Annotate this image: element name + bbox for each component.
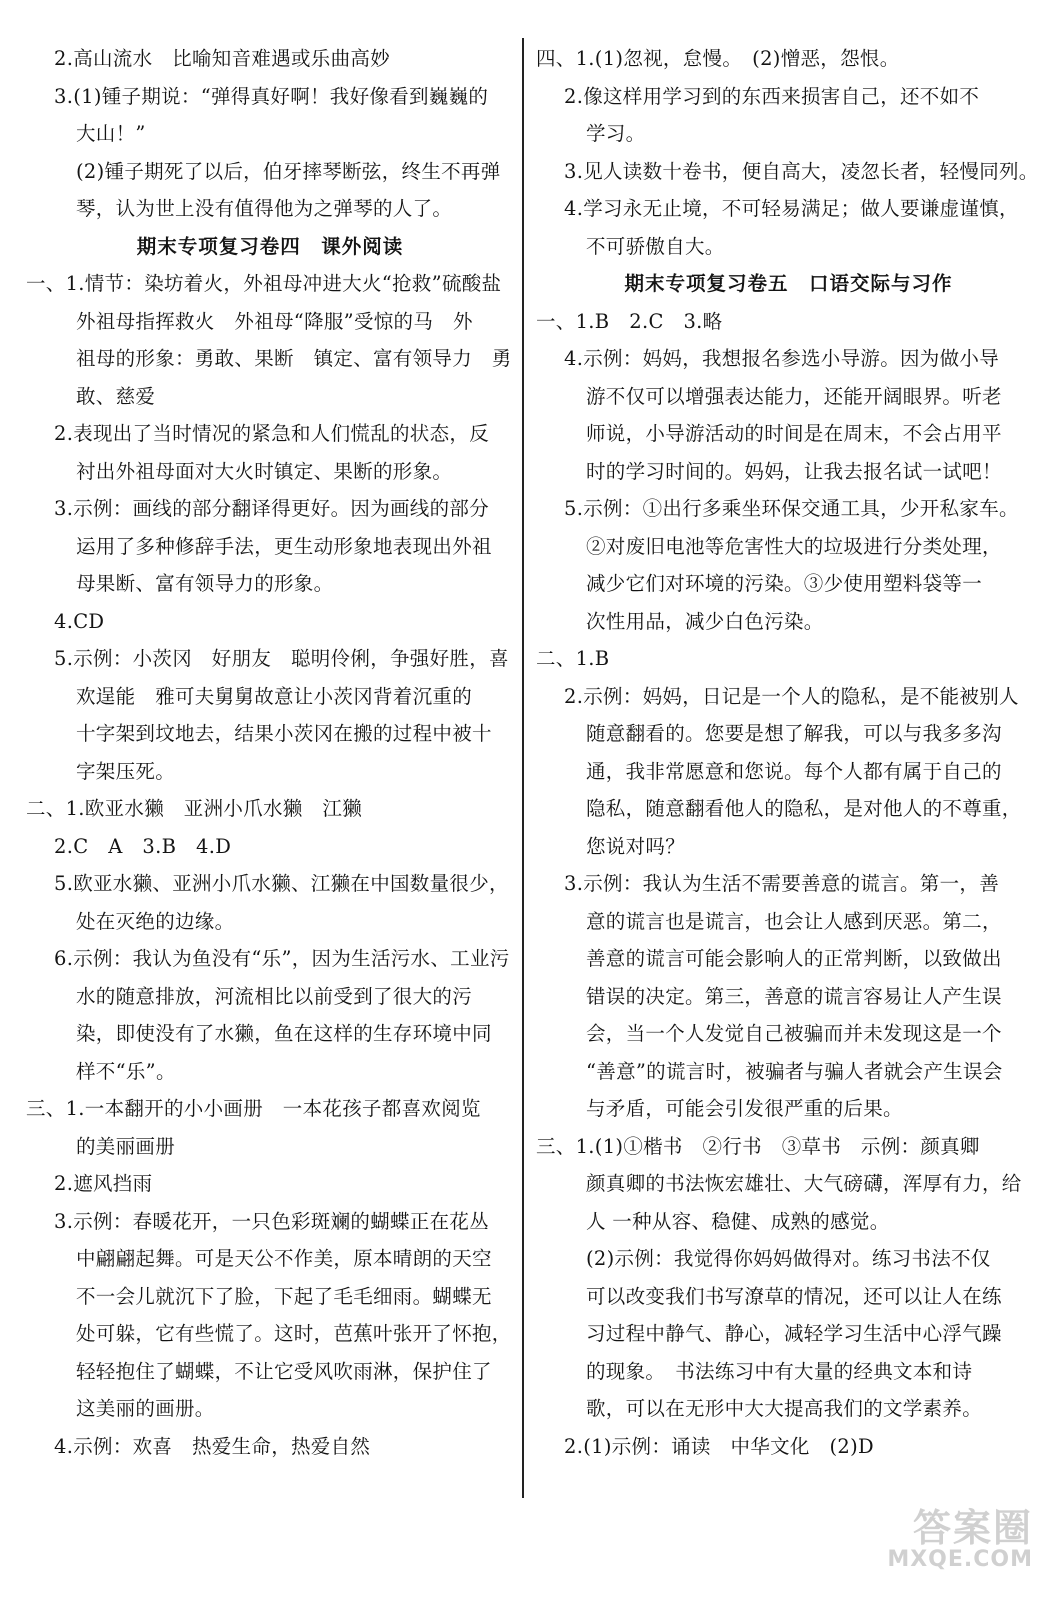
answer-line: 中翩翩起舞。可是天公不作美，原本晴朗的天空	[76, 1247, 492, 1270]
answer-line: 颜真卿的书法恢宏雄壮、大气磅礴，浑厚有力，给	[586, 1172, 1022, 1195]
answer-line: 十字架到坟地去，结果小茨冈在搬的过程中被十	[76, 722, 492, 745]
answer-line: 处可躲，它有些慌了。这时，芭蕉叶张开了怀抱，	[76, 1322, 512, 1345]
answer-line: 一、1.情节：染坊着火，外祖母冲进大火“抢救”硫酸盐	[26, 272, 502, 295]
answer-line: 师说，小导游活动的时间是在周末，不会占用平	[586, 422, 1002, 445]
answer-line: 一、1.B 2.C 3.略	[536, 309, 723, 333]
answer-line: 的现象。 书法练习中有大量的经典文本和诗	[586, 1359, 973, 1383]
answer-line: 2.像这样用学习到的东西来损害自己，还不如不	[564, 84, 980, 108]
answer-line: 2.遮风挡雨	[54, 1172, 153, 1195]
answer-line: 4.学习永无止境，不可轻易满足；做人要谦虚谨慎，	[564, 197, 1019, 220]
column-divider	[522, 38, 524, 1498]
answer-line: 隐私，随意翻看他人的隐私，是对他人的不尊重，	[586, 797, 1022, 820]
answer-line: 母果断、富有领导力的形象。	[76, 572, 334, 595]
answer-line: 的美丽画册	[76, 1134, 176, 1158]
answer-line: 4.CD	[54, 609, 105, 633]
answer-line: 琴，认为世上没有值得他为之弹琴的人了。	[76, 197, 453, 220]
answer-line: 三、1.一本翻开的小小画册 一本花孩子都喜欢阅览	[26, 1097, 481, 1120]
answer-line: 善意的谎言可能会影响人的正常判断，以致做出	[586, 947, 1002, 970]
answer-line: 2.示例：妈妈，日记是一个人的隐私，是不能被别人	[564, 684, 1019, 708]
watermark-logo	[887, 1508, 1033, 1572]
watermark-text: 答案圈	[912, 1506, 1033, 1550]
answer-line: 外祖母指挥救火 外祖母“降服”受惊的马 外	[76, 309, 473, 333]
answer-line: 2.C A 3.B 4.D	[54, 834, 232, 858]
answer-line: 意的谎言也是谎言，也会让人感到厌恶。第二，	[586, 909, 1002, 933]
answer-line: (2)锺子期死了以后，伯牙摔琴断弦，终生不再弹	[76, 159, 501, 183]
answer-line: 衬出外祖母面对大火时镇定、果断的形象。	[76, 459, 453, 483]
answer-line: 3.示例：我认为生活不需要善意的谎言。第一，善	[564, 872, 1000, 895]
answer-line: 样不“乐”。	[76, 1059, 176, 1083]
answer-line: 学习。	[586, 122, 646, 145]
answer-line: 处在灭绝的边缘。	[76, 909, 235, 933]
answer-line: 轻轻抱住了蝴蝶，不让它受风吹雨淋，保护住了	[76, 1359, 492, 1383]
answer-line: 歌，可以在无形中大大提高我们的文学素养。	[586, 1397, 983, 1420]
answer-line: 2.高山流水 比喻知音难遇或乐曲高妙	[54, 47, 391, 70]
answer-line: 水的随意排放，河流相比以前受到了很大的污	[76, 984, 473, 1008]
answer-line: 不可骄傲自大。	[586, 234, 725, 258]
answer-line: 可以改变我们书写潦草的情况，还可以让人在练	[586, 1284, 1002, 1308]
answer-line: 与矛盾，可能会引发很严重的后果。	[586, 1097, 903, 1120]
answer-line: 会，当一个人发觉自己被骗而并未发现这是一个	[586, 1022, 1002, 1045]
answer-line: 4.示例：妈妈，我想报名参选小导游。因为做小导	[564, 347, 1000, 370]
answer-line: (2)示例：我觉得你妈妈做得对。练习书法不仅	[586, 1247, 991, 1270]
answer-line: 习过程中静气、静心，减轻学习生活中心浮气躁	[586, 1322, 1002, 1345]
answer-line: 5.欧亚水獭、亚洲小爪水獭、江獭在中国数量很少，	[54, 872, 509, 895]
answer-line: 染，即使没有了水獭，鱼在这样的生存环境中同	[76, 1022, 492, 1045]
answer-line: 二、1.欧亚水獭 亚洲小爪水獭 江獭	[26, 797, 363, 820]
answer-line: 大山！”	[76, 122, 146, 145]
answer-line: 人 一种从容、稳健、成熟的感觉。	[586, 1209, 890, 1233]
answer-line: 祖母的形象：勇敢、果断 镇定、富有领导力 勇	[76, 347, 512, 370]
section-heading: 期末专项复习卷四 课外阅读	[136, 234, 404, 258]
answer-line: 四、1.(1)忽视，怠慢。 (2)憎恶，怨恨。	[536, 47, 900, 70]
answer-line: 三、1.(1)①楷书 ②行书 ③草书 示例：颜真卿	[536, 1134, 980, 1158]
answer-line: 通，我非常愿意和您说。每个人都有属于自己的	[586, 759, 1002, 783]
answer-line: 3.示例：画线的部分翻译得更好。因为画线的部分	[54, 497, 490, 520]
answer-line: 3.示例：春暖花开，一只色彩斑斓的蝴蝶正在花丛	[54, 1209, 490, 1233]
answer-line: 您说对吗？	[586, 834, 686, 858]
answer-line: 随意翻看的。您要是想了解我，可以与我多多沟	[586, 722, 1002, 745]
answer-line: 二、1.B	[536, 647, 610, 670]
answer-line: 3.见人读数十卷书，便自高大，凌忽长者，轻慢同列。	[564, 159, 1039, 183]
answer-line: 游不仅可以增强表达能力，还能开阔眼界。听老	[586, 384, 1002, 408]
answer-line: 6.示例：我认为鱼没有“乐”，因为生活污水、工业污	[54, 947, 510, 970]
answer-line: 字架压死。	[76, 759, 176, 783]
answer-line: 敢、慈爱	[76, 384, 156, 408]
watermark-url: MXQE.COM	[887, 1547, 1033, 1572]
answer-line: 2.表现出了当时情况的紧急和人们慌乱的状态，反	[54, 422, 490, 445]
answer-line: 5.示例：小茨冈 好朋友 聪明伶俐，争强好胜，喜	[54, 647, 509, 670]
answer-line: 次性用品，减少白色污染。	[586, 609, 824, 633]
answer-line: 不一会儿就沉下了脸，下起了毛毛细雨。蝴蝶无	[76, 1284, 492, 1308]
answer-line: ②对废旧电池等危害性大的垃圾进行分类处理，	[586, 534, 1002, 558]
answer-line: 错误的决定。第三，善意的谎言容易让人产生误	[586, 984, 1002, 1008]
answer-line: 3.(1)锺子期说：“弹得真好啊！我好像看到巍巍的	[54, 84, 489, 108]
right-column	[536, 40, 1041, 1465]
answer-line: 减少它们对环境的污染。③少使用塑料袋等一	[586, 572, 983, 595]
answer-line: 5.示例：①出行多乘坐环保交通工具，少开私家车。	[564, 497, 1019, 520]
answer-line: 这美丽的画册。	[76, 1397, 215, 1420]
answer-line: “善意”的谎言时，被骗者与骗人者就会产生误会	[586, 1059, 1003, 1083]
answer-line: 时的学习时间的。妈妈，让我去报名试一试吧！	[586, 459, 1002, 483]
answer-line: 4.示例：欢喜 热爱生命，热爱自然	[54, 1434, 371, 1458]
answer-line: 欢逞能 雅可夫舅舅故意让小茨冈背着沉重的	[76, 684, 473, 708]
answer-line: 2.(1)示例：诵读 中华文化 (2)D	[564, 1434, 874, 1458]
answer-line: 运用了多种修辞手法，更生动形象地表现出外祖	[76, 534, 492, 558]
left-column	[26, 40, 514, 1465]
section-heading: 期末专项复习卷五 口语交际与习作	[624, 272, 953, 295]
